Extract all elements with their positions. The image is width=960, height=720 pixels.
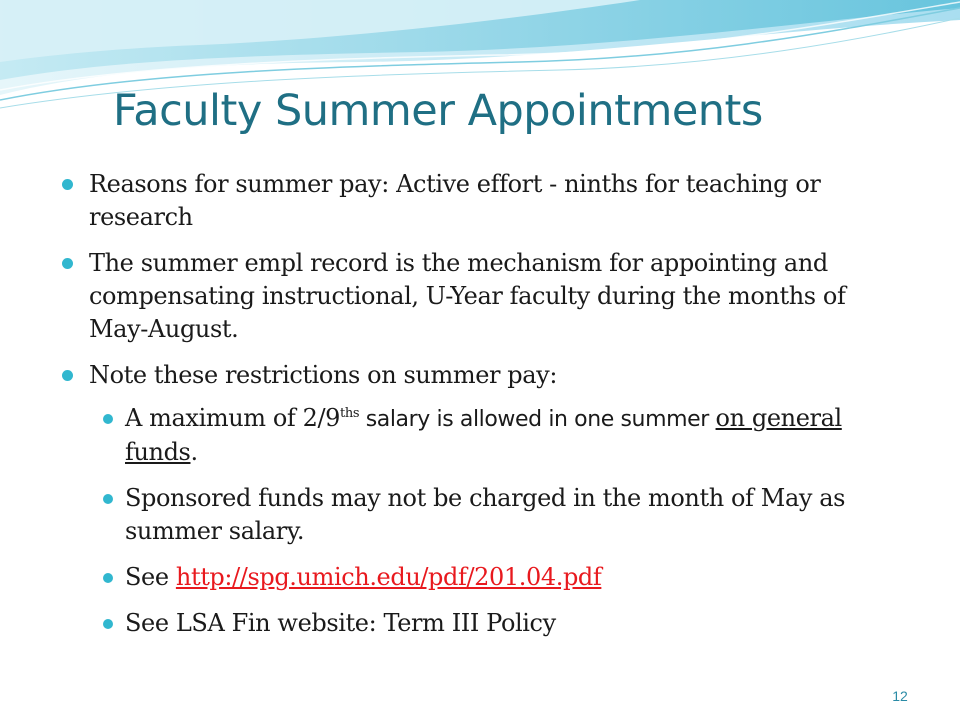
bullet-restrictions bbox=[60, 359, 910, 392]
subbullet-text: See LSA Fin website: Term III Policy bbox=[125, 609, 556, 637]
subbullet-maximum bbox=[60, 402, 910, 469]
page-number: 12 bbox=[892, 688, 908, 704]
bullet-text: Reasons for summer pay: Active effort - ninths for teaching or research bbox=[89, 170, 821, 231]
subbullet-text: See bbox=[125, 563, 176, 591]
subbullet-text-mid: salary is allowed in one summer bbox=[359, 407, 716, 432]
slide-title: Faculty Summer Appointments bbox=[113, 86, 763, 136]
policy-pdf-link[interactable]: http://spg.umich.edu/pdf/201.04.pdf bbox=[175, 563, 602, 591]
subbullet-text-post: . bbox=[190, 438, 198, 466]
subbullet-text: Sponsored funds may not be charged in the month of May as summer salary. bbox=[125, 484, 846, 545]
slide-content bbox=[60, 168, 910, 653]
subbullet-lsa bbox=[60, 607, 910, 640]
subbullet-dot-icon bbox=[103, 414, 113, 424]
subbullet-text-pre: A maximum of 2/9 bbox=[125, 404, 341, 432]
bullet-dot-icon bbox=[62, 258, 73, 269]
bullet-text: Note these restrictions on summer pay: bbox=[89, 361, 558, 389]
bullet-reasons bbox=[60, 168, 910, 234]
subbullet-dot-icon bbox=[103, 494, 113, 504]
underlined-general-funds: on general funds bbox=[125, 404, 842, 466]
bullet-empl-record bbox=[60, 247, 910, 346]
bullet-dot-icon bbox=[62, 370, 73, 381]
bullet-dot-icon bbox=[62, 179, 73, 190]
bullet-text: The summer empl record is the mechanism for appointing and compensating instructional, U-Year faculty during the months of May-August. bbox=[89, 249, 846, 343]
subbullet-see-link bbox=[60, 561, 910, 594]
superscript-ths: ths bbox=[340, 406, 360, 421]
subbullet-dot-icon bbox=[103, 619, 113, 629]
subbullet-sponsored bbox=[60, 482, 910, 548]
subbullet-dot-icon bbox=[103, 573, 113, 583]
